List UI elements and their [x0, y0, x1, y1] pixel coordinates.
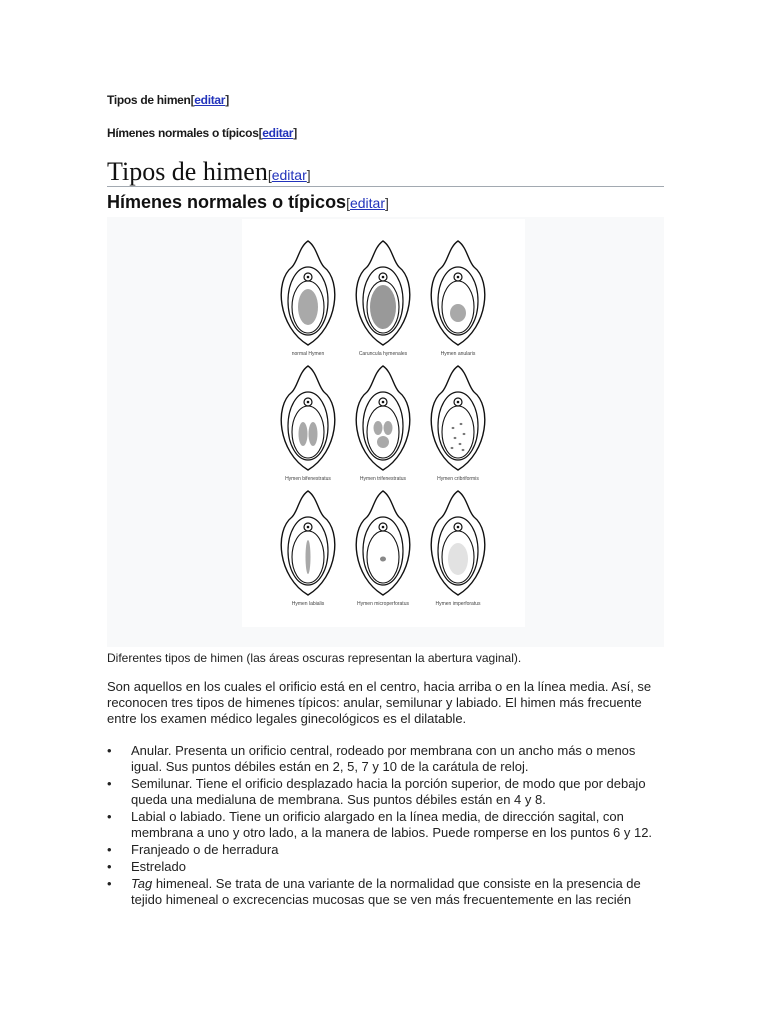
diagram-panel — [281, 366, 335, 482]
upper-dot — [457, 401, 460, 404]
opening-shape — [370, 285, 396, 329]
diagram-panel — [431, 366, 485, 482]
list-item-italic: Tag — [131, 876, 153, 891]
diagram-panel — [431, 491, 485, 607]
opening-shape — [374, 421, 383, 435]
opening-shape — [298, 289, 318, 325]
subsection-heading-text: Hímenes normales o típicos — [107, 192, 347, 212]
opening-shape — [448, 543, 468, 575]
diagram-label: Caruncula hymenales — [358, 351, 408, 357]
opening-shape — [309, 422, 318, 446]
hymen-types-list — [107, 743, 667, 909]
membrane-outline — [442, 406, 474, 458]
diagram-panel — [281, 241, 335, 357]
upper-dot — [457, 276, 460, 279]
upper-dot — [307, 401, 310, 404]
opening-shape — [454, 437, 457, 439]
opening-shape — [450, 304, 466, 322]
list-item-text: Semilunar. Tiene el orificio desplazado hacia la porción superior, de modo que por debajo queda una medialuna de membrana. Sus puntos débiles están en 4 y 8. — [131, 776, 646, 807]
diagram-label: Hymen cribriformis — [437, 476, 479, 482]
opening-shape — [462, 449, 465, 451]
subsection-heading — [107, 192, 389, 213]
small-section-title-1 — [107, 93, 229, 107]
diagram-label: Hymen microperforatus — [357, 601, 409, 607]
diagram-panel — [356, 491, 410, 607]
list-item — [107, 743, 667, 775]
bullet-marker: • — [107, 859, 112, 874]
list-item-text: Franjeado o de herradura — [131, 842, 279, 857]
diagram-label: Hymen imperforatus — [435, 601, 481, 607]
bracket-open: [ — [190, 93, 195, 107]
diagram-panel — [356, 241, 410, 357]
upper-dot — [382, 526, 385, 529]
edit-link-2[interactable]: editar — [262, 126, 294, 140]
opening-shape — [380, 557, 386, 562]
list-item-text: Estrelado — [131, 859, 186, 874]
edit-link-1[interactable]: editar — [194, 93, 226, 107]
list-item-text: Anular. Presenta un orificio central, rodeado por membrana con un ancho más o menos igual. Sus puntos débiles están en 2, 5, 7 y 10 de la carátula de reloj. — [131, 743, 636, 774]
hymen-types-diagram[interactable] — [242, 219, 525, 627]
list-item — [107, 876, 667, 908]
membrane-outline — [367, 406, 399, 458]
opening-shape — [459, 443, 462, 445]
opening-shape — [377, 436, 389, 448]
bracket-open: [ — [346, 195, 350, 211]
bracket-open: [ — [258, 126, 263, 140]
opening-shape — [306, 540, 311, 574]
bracket-close: ] — [385, 195, 389, 211]
opening-shape — [451, 447, 454, 449]
small-title-text-1: Tipos de himen — [107, 93, 191, 107]
bracket-open: [ — [267, 167, 272, 183]
upper-dot — [457, 526, 460, 529]
list-item-text: himeneal. Se trata de una variante de la normalidad que consiste en la presencia de tejido himeneal o excrecencias mucosas que se ven más frecuentemente en las recién — [131, 876, 641, 907]
diagram-label: Hymen bifenestratus — [285, 476, 331, 482]
bullet-marker: • — [107, 743, 112, 758]
list-item-text: Labial o labiado. Tiene un orificio alargado en la línea media, de dirección sagital, con membrana a uno y otro lado, a la manera de labios. Puede romperse en los puntos 6 y 12. — [131, 809, 653, 840]
opening-shape — [463, 433, 466, 435]
opening-shape — [460, 423, 463, 425]
intro-paragraph: Son aquellos en los cuales el orificio está en el centro, hacia arriba o en la línea media. Así, se reconocen tres tipos de himenes típicos: anular, semilunar y labiado. El himen más frecuente entre los examen médico legales ginecológicos es el dilatable. — [107, 679, 652, 726]
opening-shape — [384, 421, 393, 435]
membrane-outline — [292, 406, 324, 458]
upper-dot — [382, 276, 385, 279]
diagram-panel — [431, 241, 485, 357]
diagram-label: Hymen anularis — [440, 351, 476, 357]
opening-shape — [299, 422, 308, 446]
list-item — [107, 842, 667, 858]
bracket-close: ] — [306, 167, 311, 183]
diagram-panel — [356, 366, 410, 482]
diagram-svg — [242, 219, 525, 627]
upper-dot — [382, 401, 385, 404]
bullet-marker: • — [107, 809, 112, 824]
diagram-label: Hymen labialis — [291, 601, 325, 607]
list-item — [107, 776, 667, 808]
upper-dot — [307, 276, 310, 279]
section-heading-text: Tipos de himen — [107, 157, 268, 186]
section-heading — [107, 158, 664, 187]
bullet-marker: • — [107, 842, 112, 857]
small-section-title-2 — [107, 126, 297, 140]
figure-caption: Diferentes tipos de himen (las áreas oscuras representan la abertura vaginal). — [107, 651, 522, 665]
small-title-text-2: Hímenes normales o típicos — [107, 126, 259, 140]
diagram-label: Hymen trifenestratus — [359, 476, 407, 482]
bullet-marker: • — [107, 776, 112, 791]
bullet-marker: • — [107, 876, 112, 891]
upper-dot — [307, 526, 310, 529]
list-item — [107, 859, 667, 875]
diagram-label: normal Hymen — [291, 351, 325, 357]
opening-shape — [452, 427, 455, 429]
diagram-panel — [281, 491, 335, 607]
edit-link-3[interactable]: editar — [271, 167, 307, 183]
list-item — [107, 809, 667, 841]
edit-link-4[interactable]: editar — [349, 195, 385, 211]
bracket-close: ] — [225, 93, 229, 107]
bracket-close: ] — [293, 126, 297, 140]
